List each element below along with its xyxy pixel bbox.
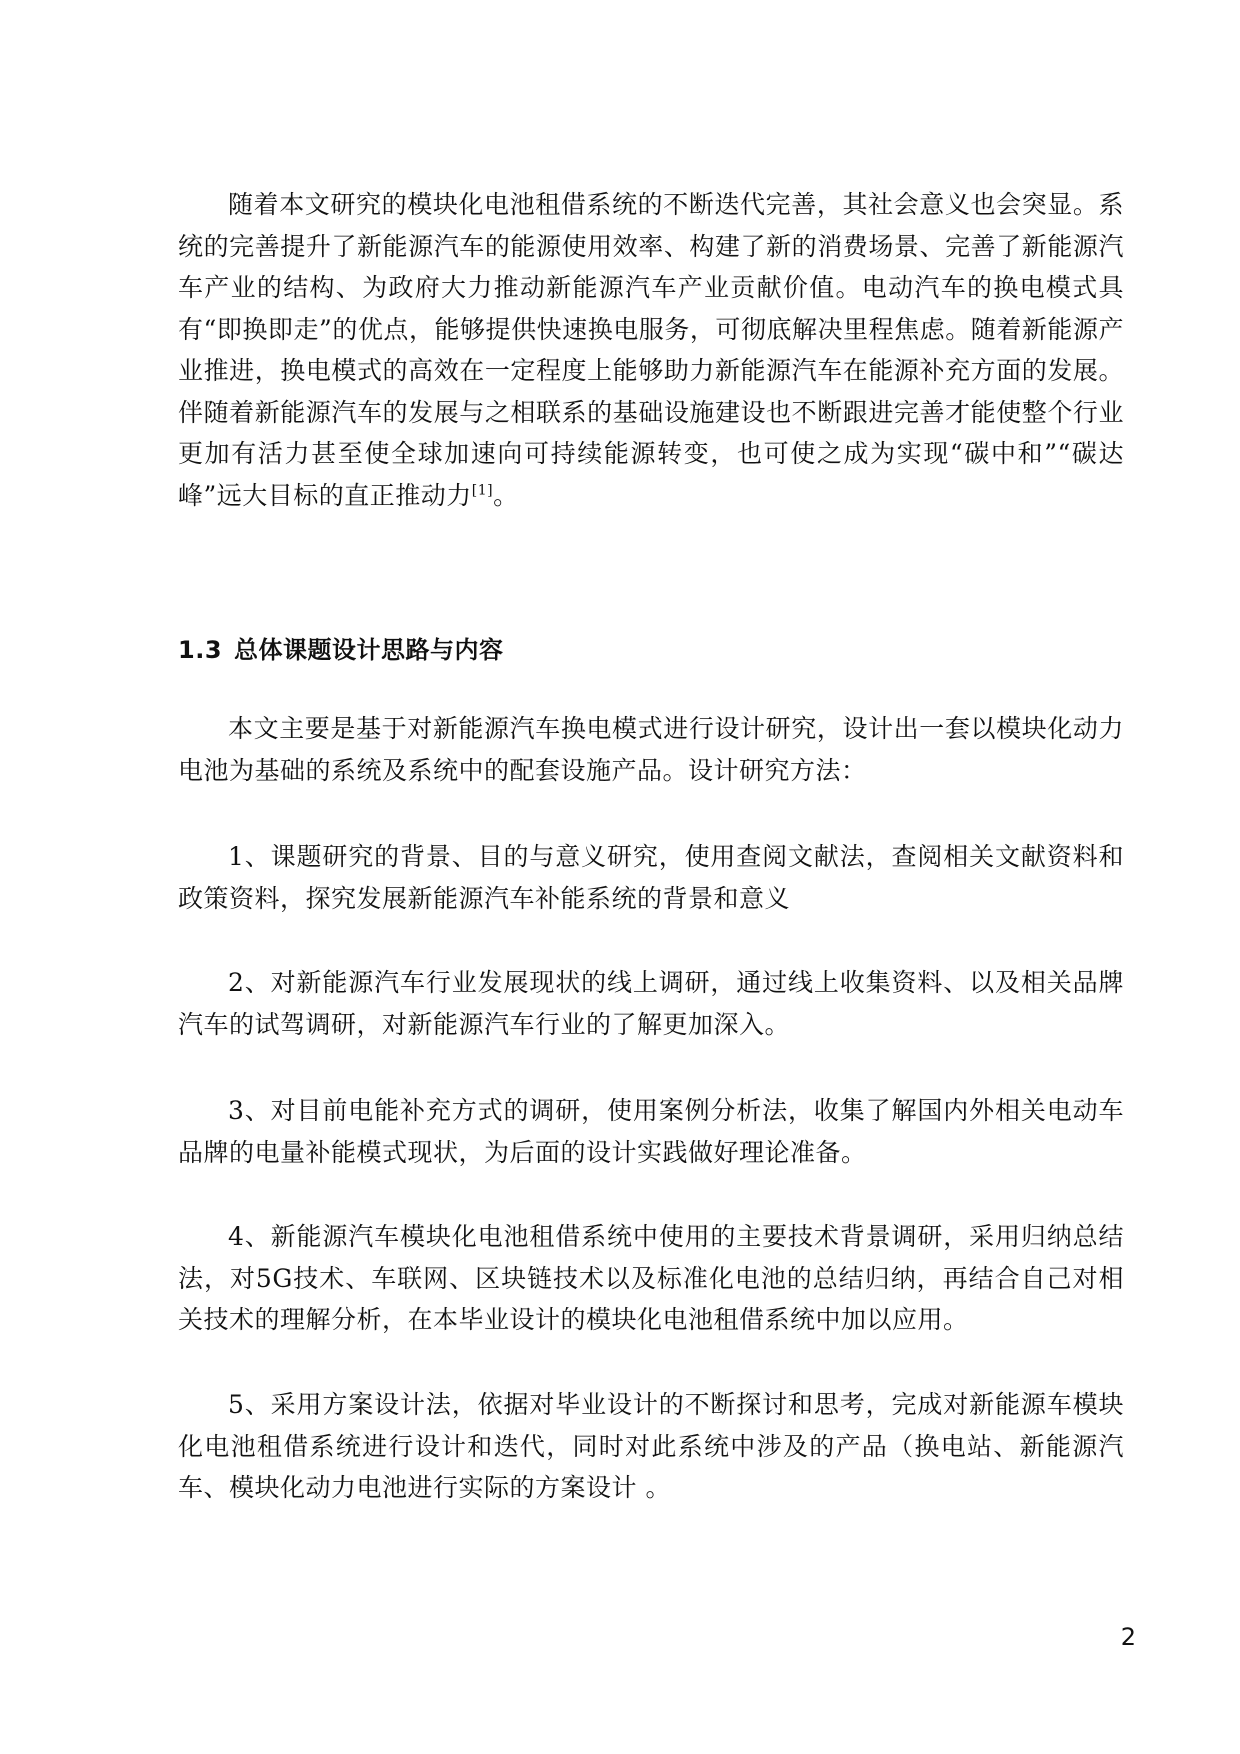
intro-paragraph bbox=[178, 184, 1124, 516]
section-heading bbox=[178, 634, 504, 666]
citation-reference: [1] bbox=[471, 482, 494, 499]
body-paragraph: 本文主要是基于对新能源汽车换电模式进行设计研究，设计出一套以模块化动力电池为基础的系统及系统中的配套设施产品。设计研究方法： bbox=[178, 714, 1124, 785]
method-item-2: 2、对新能源汽车行业发展现状的线上调研，通过线上收集资料、以及相关品牌汽车的试驾调研，对新能源汽车行业的了解更加深入。 bbox=[178, 968, 1124, 1039]
method-item-4: 4、新能源汽车模块化电池租借系统中使用的主要技术背景调研，采用归纳总结法，对5G技术、车联网、区块链技术以及标准化电池的总结归纳，再结合自己对相关技术的理解分析，在本毕业设计的模块化电池租借系统中加以应用。 bbox=[178, 1222, 1124, 1334]
method-item-5: 5、采用方案设计法，依据对毕业设计的不断探讨和思考，完成对新能源车模块化电池租借系统进行设计和迭代，同时对此系统中涉及的产品（换电站、新能源汽车、模块化动力电池进行实际的方案设计 。 bbox=[178, 1390, 1124, 1502]
method-item-3: 3、对目前电能补充方式的调研，使用案例分析法，收集了解国内外相关电动车品牌的电量补能模式现状，为后面的设计实践做好理论准备。 bbox=[178, 1096, 1124, 1167]
section-number: 1.3 bbox=[178, 636, 223, 664]
intro-end: 。 bbox=[493, 480, 519, 510]
method-item-1: 1、课题研究的背景、目的与意义研究，使用查阅文献法，查阅相关文献资料和政策资料，探究发展新能源汽车补能系统的背景和意义 bbox=[178, 842, 1124, 913]
intro-text: 随着本文研究的模块化电池租借系统的不断迭代完善，其社会意义也会突显。系统的完善提升了新能源汽车的能源使用效率、构建了新的消费场景、完善了新能源汽车产业的结构、为政府大力推动新能源汽车产业贡献价值。电动汽车的换电模式具有“即换即走”的优点，能够提供快速换电服务，可彻底解决里程焦虑。随着新能源产业推进，换电模式的高效在一定程度上能够助力新能源汽车在能源补充方面的发展。伴随着新能源汽车的发展与之相联系的基础设施建设也不断跟进完善才能使整个行业更加有活力甚至使全球加速向可持续能源转变，也可使之成为实现“碳中和”“碳达峰”远大目标的直正推动力 bbox=[178, 190, 1124, 510]
section-title: 总体课题设计思路与内容 bbox=[234, 636, 504, 664]
page-number: 2 bbox=[1120, 1623, 1136, 1651]
